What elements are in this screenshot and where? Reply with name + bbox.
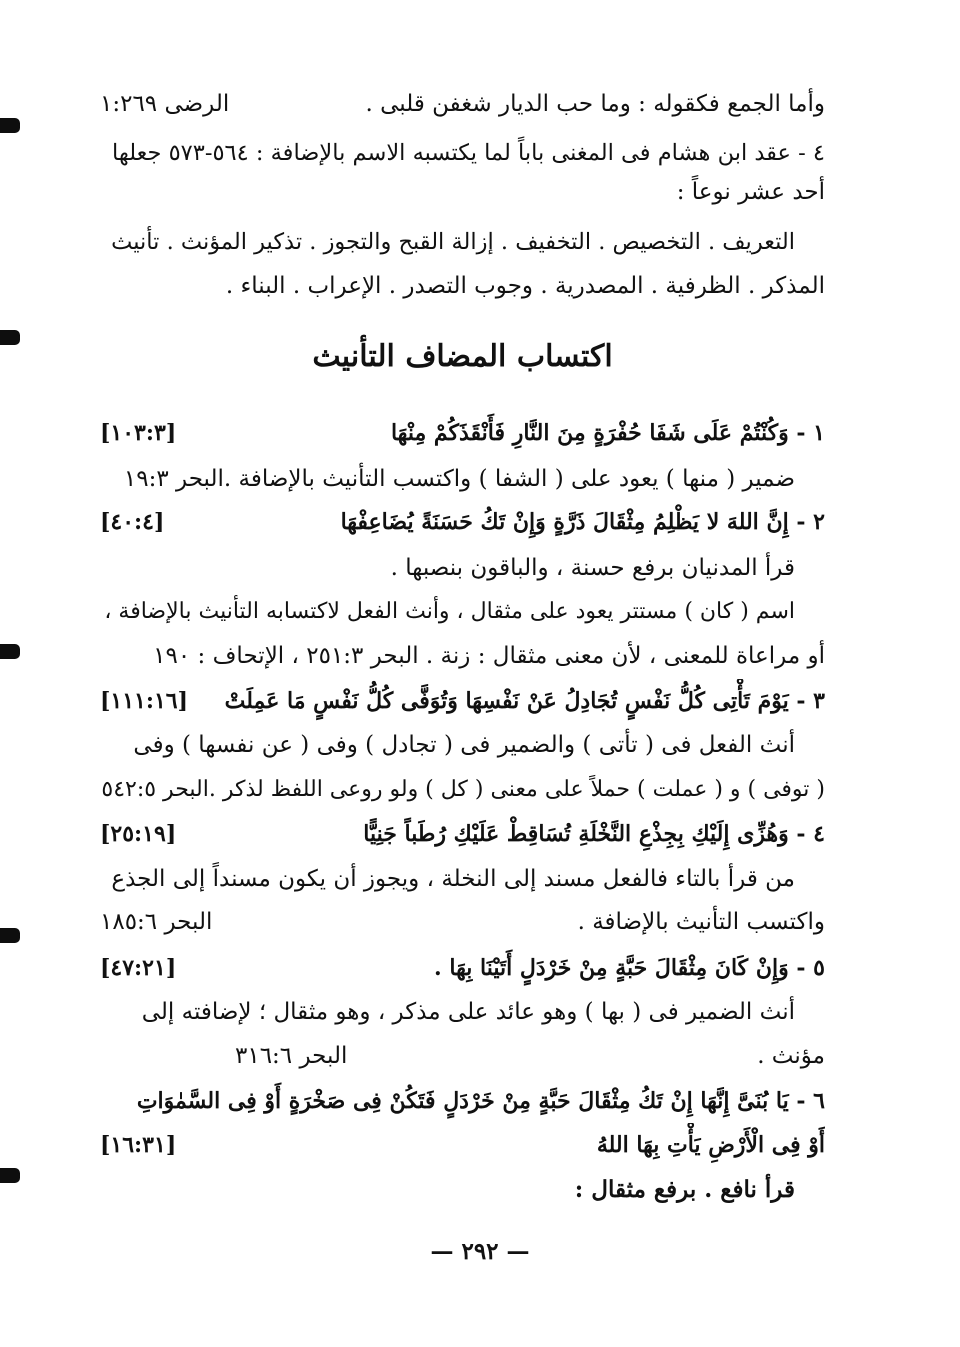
verse-reference: [١٠٣:٣] (100, 420, 177, 446)
page-number: — ٢٩٢ — (430, 1238, 530, 1265)
text-line (100, 634, 825, 678)
verse-text: ٦ - يَا بُنَىَّ إِنَّهَا إِنْ تَكُ مِثْقَالَ حَبَّةٍ مِنْ خَرْدَلٍ فَتَكُنْ فِى صَخْرَةٍ أَوْ فِى السَّمٰوَاتِ (136, 1088, 825, 1114)
verse-reference: [٤٧:٢١] (100, 955, 177, 981)
text-line (100, 768, 825, 812)
verse-text: ٣ - يَوْمَ تَأْتِى كُلُّ نَفْسٍ تُجَادِلُ عَنْ نَفْسِهَا وَتُوَفَّى كُلُّ نَفْسٍ مَا عَمِلَتْ (224, 688, 825, 714)
verse-text: ٤ - وَهُزِّى إِلَيْكِ بِجِذْعِ النَّخْلَةِ تُسَاقِطْ عَلَيْكِ رُطَباً جَنِيًّا (363, 821, 825, 847)
verse-text: ٥ - وَإِنْ كَانَ مِثْقَالَ حَبَّةٍ مِنْ خَرْدَلٍ أَتَيْنَا بِهَا . (434, 955, 825, 981)
quran-verse-line (100, 1079, 825, 1123)
line-text: أحد عشر نوعاً : (676, 179, 825, 205)
text-line (100, 82, 825, 126)
verse-text: ٢ - إِنَّ اللهَ لا يَظْلِمُ مِثْقَالَ ذَرَّةٍ وَإِنْ تَكُ حَسَنَةً يُضَاعِفْهَا (340, 509, 825, 535)
line-text: ( توفى ) و ( عملت ) حملاً على معنى ( كل ) ولو روعى اللفظ لذكر .البحر ٥٤٢:٥ (101, 777, 825, 802)
margin-mark (0, 928, 20, 943)
margin-mark (0, 330, 20, 345)
text-line (100, 220, 825, 264)
verse-text: ١ - وَكُنْتُمْ عَلَى شَفَا حُفْرَةٍ مِنَ النَّارِ فَأَنْقَذَكُمْ مِنْهَا (390, 420, 825, 446)
line-citation: البحر ١٨٥:٦ (100, 909, 213, 935)
line-text: واكتسب التأنيث بالإضافة . (577, 909, 825, 935)
verse-reference: [١٦:٣١] (100, 1132, 177, 1158)
quran-verse-line (100, 411, 825, 455)
line-text: قرأ نافع . برفع مثقال : (574, 1176, 795, 1203)
line-text: وأما الجمع فكقوله : وما حب الديار شغفن قلبى . (365, 91, 825, 117)
text-line (100, 900, 825, 944)
line-text: من قرأ بالتاء فالفعل مسند إلى النخلة ، ويجوز أن يكون مسنداً إلى الجذع (111, 866, 795, 892)
line-text: أو مراعاة للمعنى ، لأن معنى مثقال : زنة . البحر ٢٥١:٣ ، الإتحاف : ١٩٠ (153, 643, 825, 669)
line-text: المذكر . الظرفية . المصدرية . وجوب التصدر . الإعراب . البناء . (225, 273, 825, 299)
line-text: أنث الفعل فى ( تأتى ) والضمير فى ( تجادل ) وفى ( عن نفسها ) وفى (133, 732, 795, 758)
quran-verse-line (100, 679, 825, 723)
margin-mark (0, 1168, 20, 1183)
text-line (100, 1034, 825, 1078)
text-line (100, 990, 825, 1034)
verse-reference: [٤٠:٤] (100, 509, 165, 535)
verse-reference: [٢٥:١٩] (100, 821, 177, 847)
line-text: ٤ - عقد ابن هشام فى المغنى باباً لما يكتسبه الاسم بالإضافة : ٥٦٤-٥٧٣ جعلها (112, 140, 825, 166)
text-line (100, 264, 825, 308)
line-text: مؤنث . (757, 1043, 825, 1069)
verse-text: أَوْ فِى الْأَرْضِ يَأْتِ بِهَا اللهُ (596, 1132, 825, 1158)
margin-mark (0, 644, 20, 659)
line-citation: البحر ٣١٦:٦ (235, 1043, 348, 1069)
text-line (100, 1168, 825, 1212)
line-text: ضمير ( منها ) يعود على ( الشفا ) واكتسب التأنيث بالإضافة .البحر ١٩:٣ (123, 466, 795, 492)
line-citation: الرضى ١:٢٦٩ (100, 91, 230, 117)
text-line (100, 857, 825, 901)
quran-verse-line (100, 946, 825, 990)
quran-verse-line (100, 500, 825, 544)
text-line (100, 546, 825, 590)
line-text: قرأ المدنيان برفع حسنة ، والباقون بنصبها . (390, 555, 795, 581)
section-heading: اكتساب المضاف التأنيث (312, 339, 613, 374)
text-line (100, 170, 825, 214)
text-line (100, 131, 825, 175)
quran-verse-line (100, 812, 825, 856)
quran-verse-line (100, 1123, 825, 1167)
margin-mark (0, 118, 20, 133)
line-text: التعريف . التخصيص . التخفيف . إزالة القبح والتجوز . تذكير المؤنث . تأنيث (111, 229, 795, 255)
text-line (100, 590, 825, 634)
line-text: أنث الضمير فى ( بها ) وهو عائد على مذكر ، وهو مثقال ؛ لإضافته إلى (141, 999, 795, 1025)
text-line (100, 723, 825, 767)
text-line (100, 457, 825, 501)
verse-reference: [١١١:١٦] (100, 688, 189, 714)
line-text: اسم ( كان ) مستتر يعود على مثقال ، وأنث الفعل لاكتسابه التأنيث بالإضافة ، (104, 599, 795, 624)
